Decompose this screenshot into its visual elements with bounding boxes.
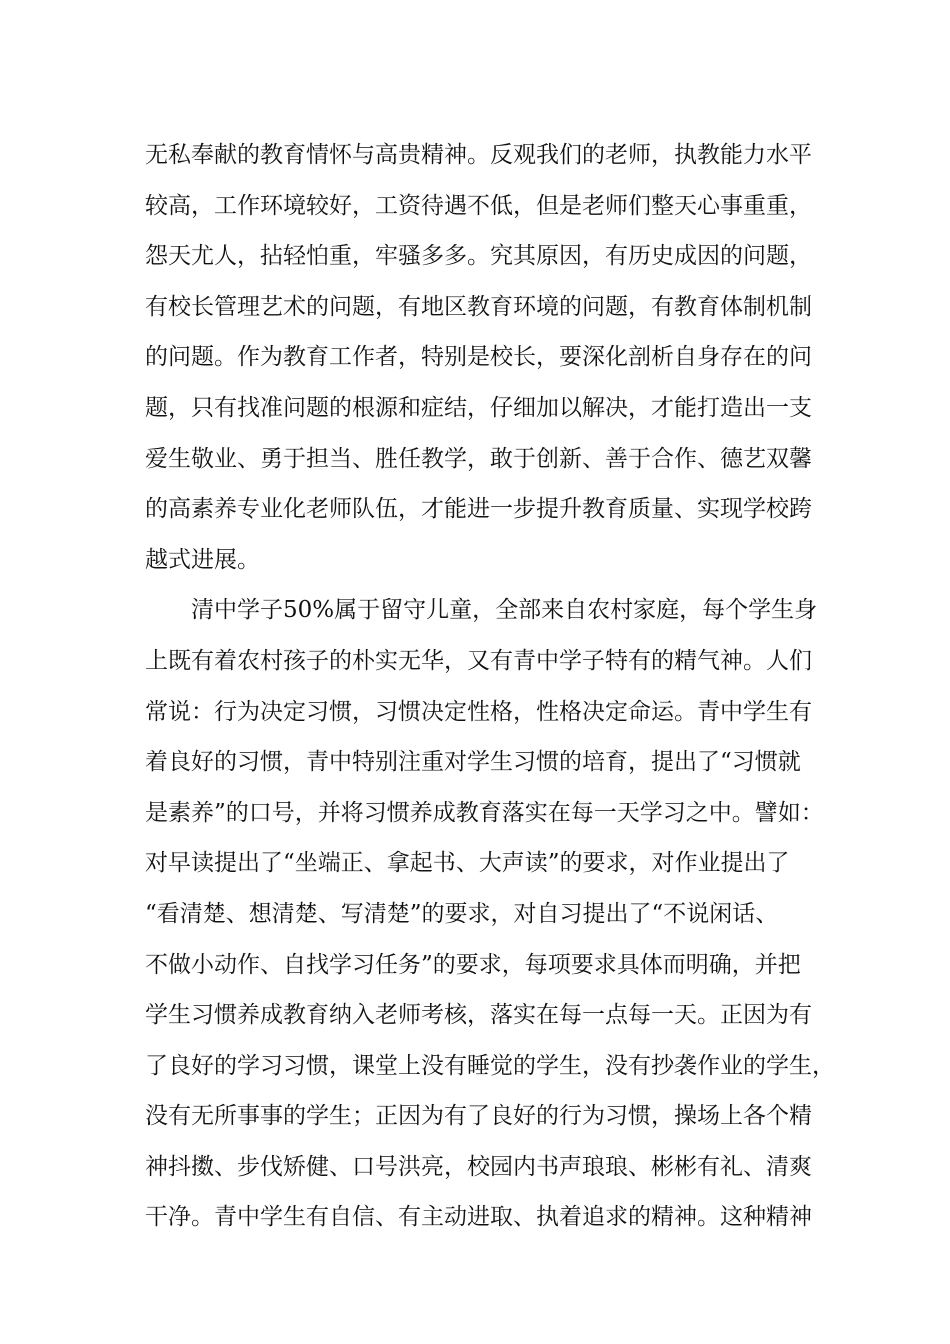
paragraph-1 [145,130,830,585]
paragraph-2-line-2: 上既有着农村孩子的朴实无华，又有青中学子特有的精气神。人们 [145,647,812,674]
paragraph-1-line-9: 越式进展。 [145,546,260,573]
paragraph-2-line-8: 不做小动作、自找学习任务”的要求，每项要求具体而明确，并把 [145,951,801,978]
paragraph-2-line-4: 着良好的习惯，青中特别注重对学生习惯的培育，提出了“习惯就 [145,749,801,776]
paragraph-2-line-1: 清中学子50%属于留守儿童，全部来自农村家庭，每个学生身 [191,597,818,624]
paragraph-1-line-1: 无私奉献的教育情怀与高贵精神。反观我们的老师，执教能力水平 [145,142,812,168]
paragraph-2-line-13: 干净。青中学生有自信、有主动进取、执着追求的精神。这种精神 [145,1204,812,1231]
paragraph-1-line-4: 有校长管理艺术的问题，有地区教育环境的问题，有教育体制机制 [145,293,812,320]
paragraph-1-line-8: 的高素养专业化老师队伍，才能进一步提升教育质量、实现学校跨 [145,496,812,523]
paragraph-1-line-6: 题，只有找准问题的根源和症结，仔细加以解决，才能打造出一支 [145,394,812,421]
paragraph-2-line-3: 常说：行为决定习惯，习惯决定性格，性格决定命运。青中学生有 [145,698,812,725]
paragraph-2-line-7: “看清楚、想清楚、写清楚”的要求，对自习提出了“不说闲话、 [145,900,779,927]
paragraph-2-line-9: 学生习惯养成教育纳入老师考核，落实在每一点每一天。正因为有 [145,1002,812,1029]
paragraph-2-line-10: 了良好的学习习惯，课堂上没有睡觉的学生，没有抄袭作业的学生， [145,1052,835,1079]
paragraph-1-line-2: 较高，工作环境较好，工资待遇不低，但是老师们整天心事重重， [145,192,812,219]
paragraph-1-line-5: 的问题。作为教育工作者，特别是校长，要深化剖析自身存在的问 [145,344,812,371]
paragraph-2-line-12: 神抖擞、步伐矫健、口号洪亮，校园内书声琅琅、彬彬有礼、清爽 [145,1153,812,1180]
document-body [145,130,835,1243]
paragraph-2-line-5: 是素养”的口号，并将习惯养成教育落实在每一天学习之中。譬如： [145,799,824,826]
paragraph-1-line-3: 怨天尤人，拈轻怕重，牢骚多多。究其原因，有历史成因的问题， [145,243,812,270]
paragraph-2 [145,585,835,1243]
paragraph-2-line-6: 对早读提出了“坐端正、拿起书、大声读”的要求，对作业提出了 [145,850,790,877]
paragraph-1-line-7: 爱生敬业、勇于担当、胜任教学，敢于创新、善于合作、德艺双馨 [145,445,812,472]
paragraph-2-line-11: 没有无所事事的学生；正因为有了良好的行为习惯，操场上各个精 [145,1103,812,1130]
